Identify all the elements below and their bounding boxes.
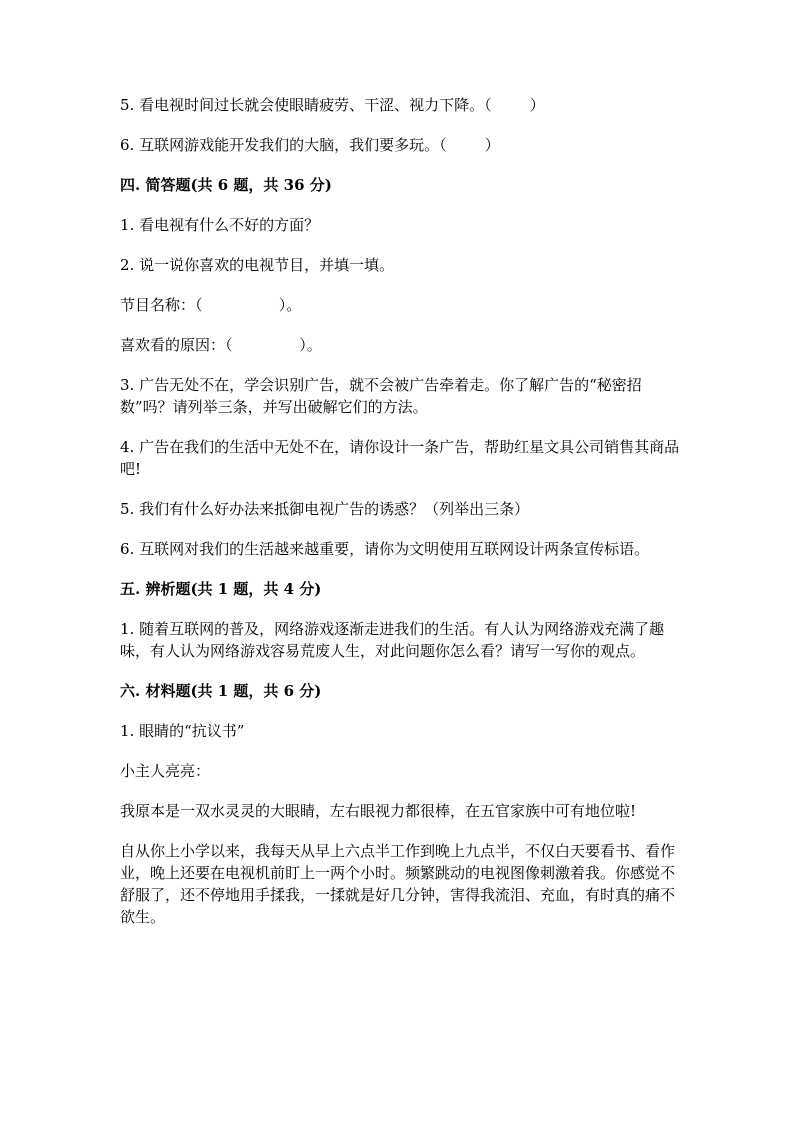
material-paragraph-2: 自从你上小学以来，我每天从早上六点半工作到晚上九点半，不仅白天要看书、看作业，晚上还要在电视机前盯上一两个小时。频繁跳动的电视图像刺激着我。你感觉不舒服了，还不停地用手揉我，一揉就是好几分钟，害得我流泪、充血，有时真的痛不欲生。	[120, 842, 676, 926]
short-answer-q4: 4. 广告在我们的生活中无处不在，请你设计一条广告，帮助红星文具公司销售其商品吧!	[120, 438, 680, 478]
short-answer-q5: 5. 我们有什么好办法来抵御电视广告的诱惑？（列举出三条）	[120, 500, 530, 518]
short-answer-q2-reason: 喜欢看的原因：（ ）。	[120, 336, 322, 354]
short-answer-q2: 2. 说一说你喜欢的电视节目，并填一填。	[120, 256, 395, 274]
judge-item-6: 6. 互联网游戏能开发我们的大脑，我们要多玩。（ ）	[120, 136, 500, 154]
section-short-answer-title: 四. 简答题(共 6 题，共 36 分)	[120, 176, 332, 194]
short-answer-q6: 6. 互联网对我们的生活越来越重要，请你为文明使用互联网设计两条宣传标语。	[120, 540, 650, 558]
material-q1-title: 1. 眼睛的“抗议书”	[120, 722, 245, 740]
short-answer-q1: 1. 看电视有什么不好的方面？	[120, 216, 320, 234]
judge-item-5: 5. 看电视时间过长就会使眼睛疲劳、干涩、视力下降。（ ）	[120, 96, 545, 114]
short-answer-q3: 3. 广告无处不在，学会识别广告，就不会被广告牵着走。你了解广告的“秘密招数”吗？请列举三条，并写出破解它们的方法。	[120, 376, 642, 416]
material-greeting: 小主人亮亮：	[120, 762, 211, 780]
short-answer-q2-program-name: 节目名称：（ ）。	[120, 296, 302, 314]
section-material-title: 六. 材料题(共 1 题，共 6 分)	[120, 682, 322, 700]
worksheet-page	[120, 94, 680, 946]
material-paragraph-1: 我原本是一双水灵灵的大眼睛，左右眼视力都很棒，在五官家族中可有地位啦!	[120, 802, 637, 820]
analysis-q1: 1. 随着互联网的普及，网络游戏逐渐走进我们的生活。有人认为网络游戏充满了趣味，有人认为网络游戏容易荒废人生，对此问题你怎么看？请写一写你的观点。	[120, 620, 665, 660]
section-analysis-title: 五. 辨析题(共 1 题，共 4 分)	[120, 580, 322, 598]
